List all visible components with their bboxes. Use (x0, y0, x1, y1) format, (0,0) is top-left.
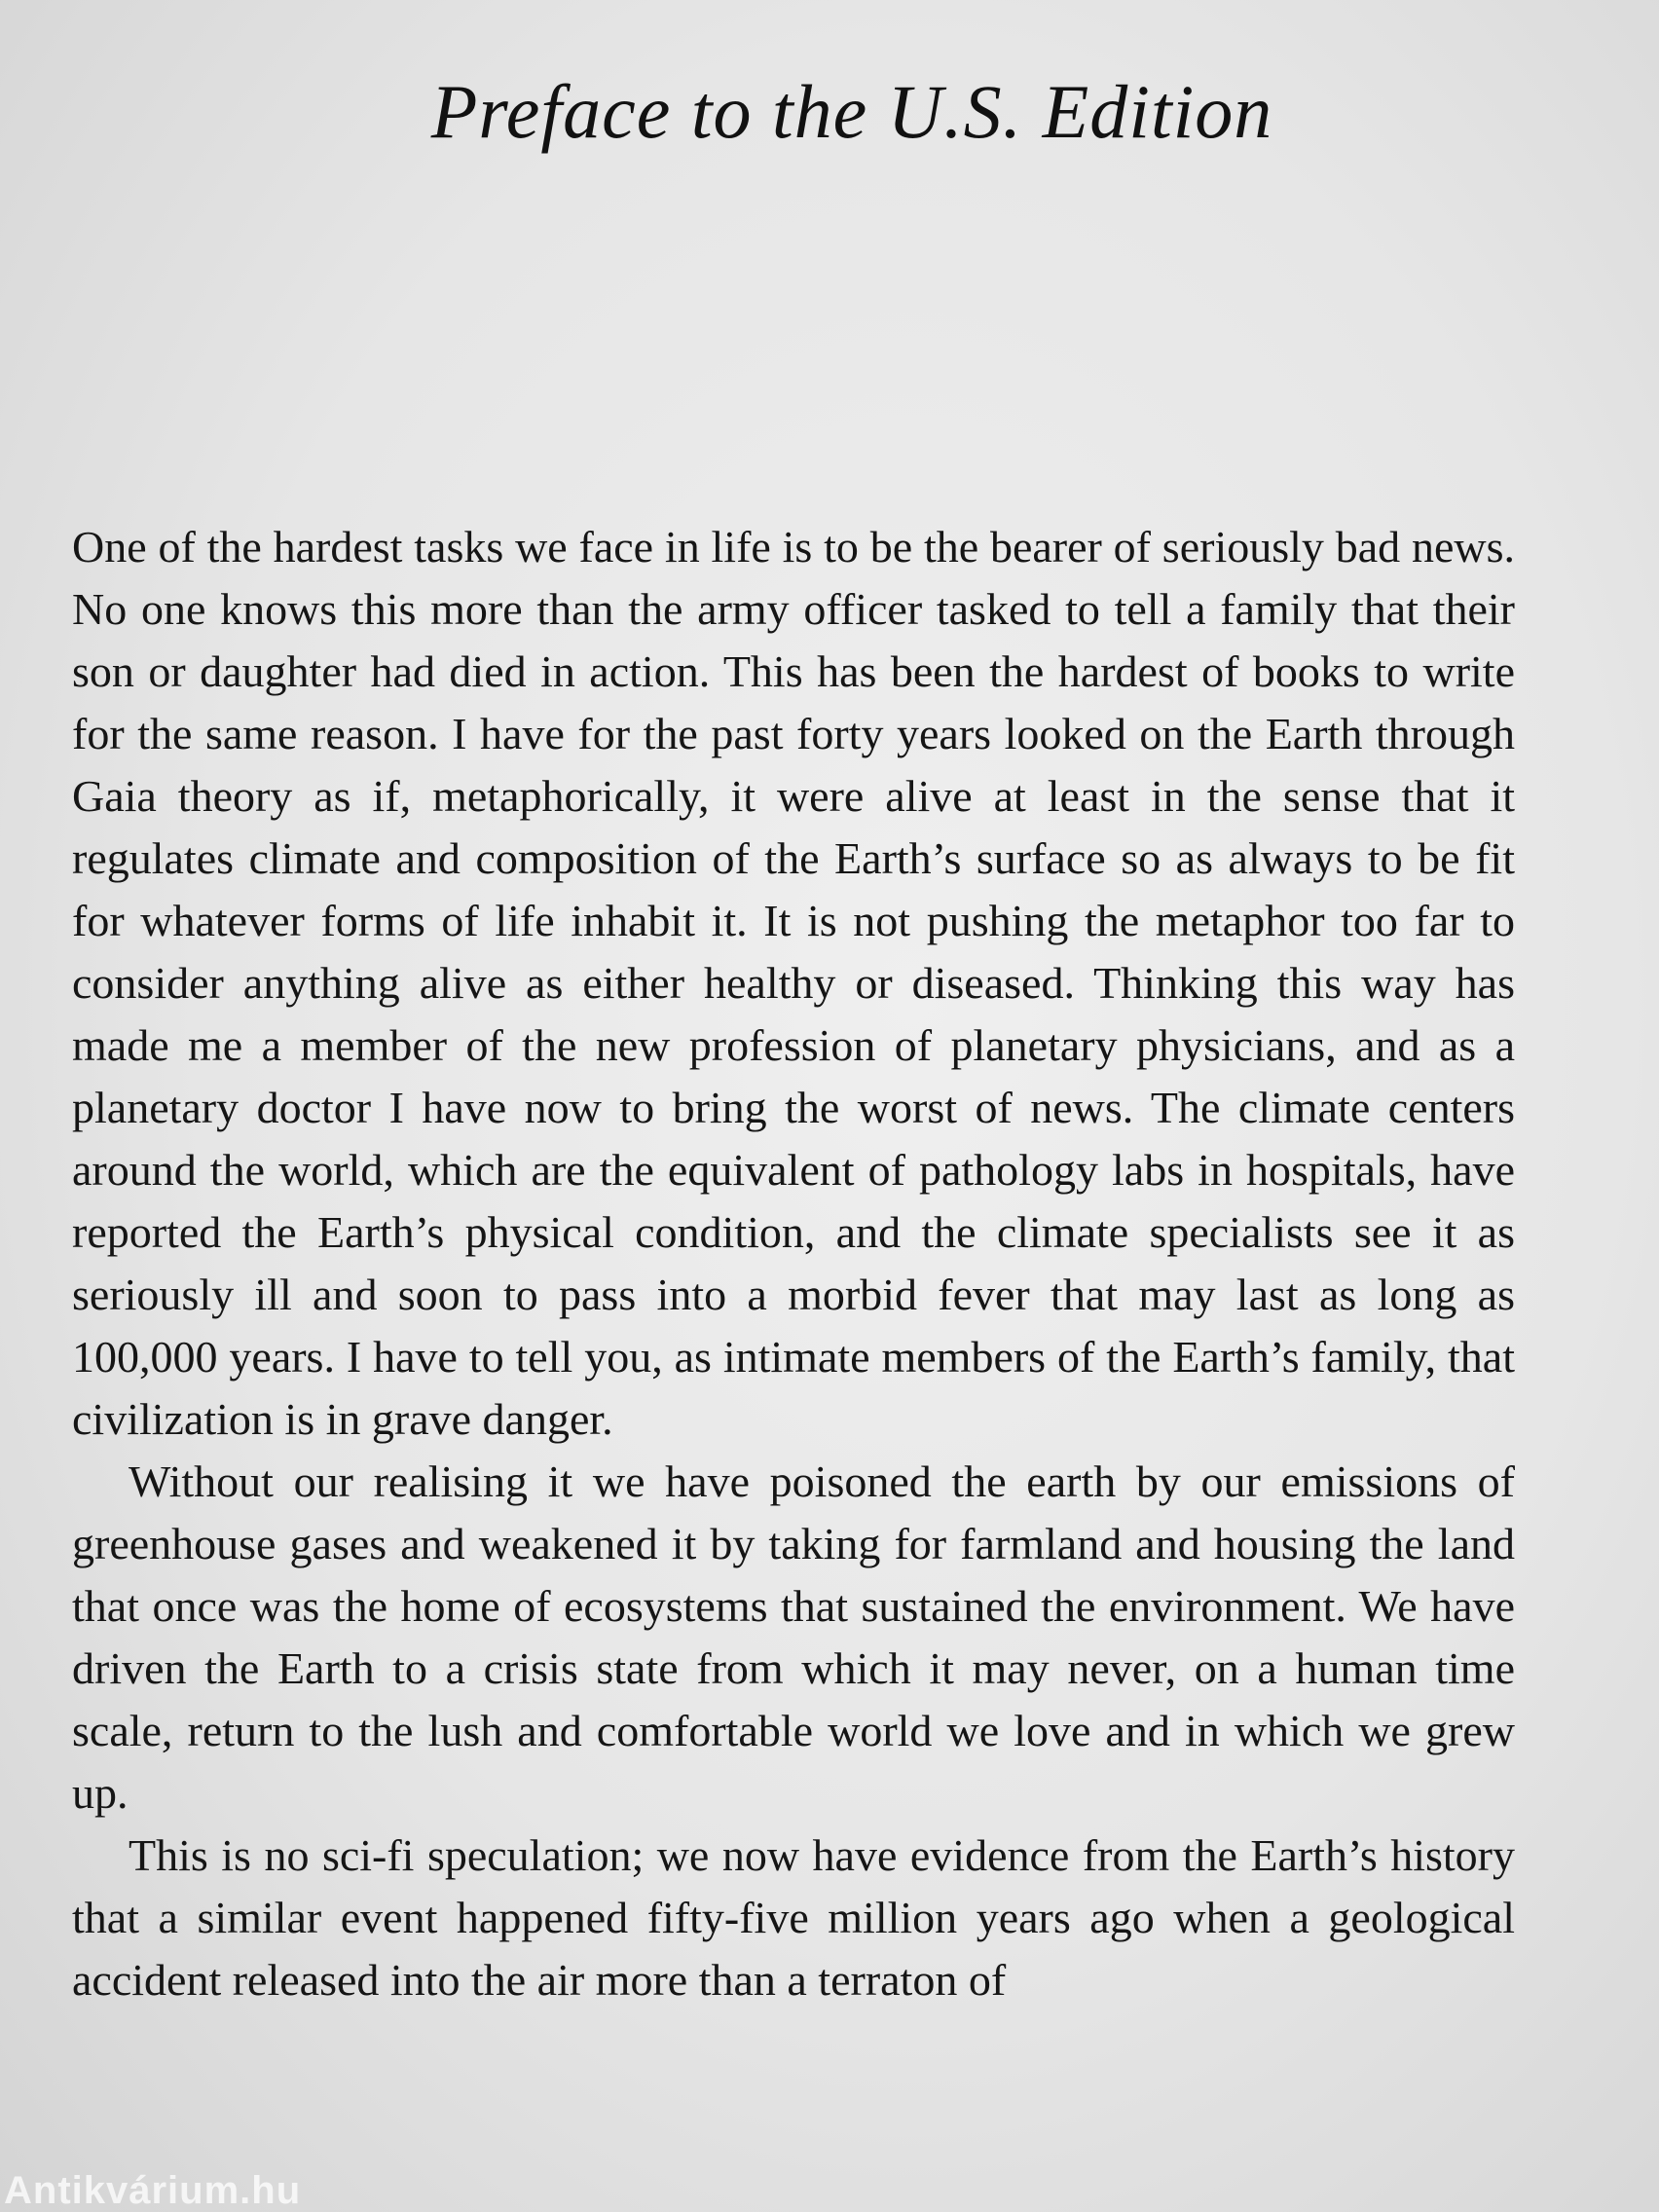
body-text (72, 516, 1515, 2011)
paragraph: Without our realising it we have poisoned the earth by our emissions of greenhouse gases and weakened it by taking for farmland and housing the land that once was the home of ecosystems that sustained the environment. We have driven the Earth to a crisis state from which it may never, on a human time scale, return to the lush and comfortable world we love and in which we grew up. (72, 1456, 1515, 1818)
book-page (72, 58, 1515, 2152)
paragraph: One of the hardest tasks we face in life is to be the bearer of seriously bad news. No one knows this more than the army officer tasked to tell a family that their son or daughter had died in action. This has been the hardest of books to write for the same reason. I have for the past forty years looked on the Earth through Gaia theory as if, metaphorically, it were alive at least in the sense that it regulates climate and composition of the Earth’s surface so as always to be fit for whatever forms of life inhabit it. It is not pushing the metaphor too far to consider anything alive as either healthy or diseased. Thinking this way has made me a member of the new profession of planetary physicians, and as a planetary doctor I have now to bring the worst of news. The climate centers around the world, which are the equivalent of pathology labs in hospitals, have reported the Earth’s physical condition, and the climate specialists see it as seriously ill and soon to pass into a morbid fever that may last as long as 100,000 years. I have to tell you, as intimate members of the Earth’s family, that civilization is in grave danger. (72, 522, 1515, 1444)
page-title: Preface to the U.S. Edition (430, 69, 1273, 154)
paragraph: This is no sci-fi speculation; we now have evidence from the Earth’s history that a similar event happened fifty-five million years ago when a geological accident released into the air more than a terraton of (72, 1830, 1515, 2005)
watermark: Antikvárium.hu (4, 2169, 302, 2212)
